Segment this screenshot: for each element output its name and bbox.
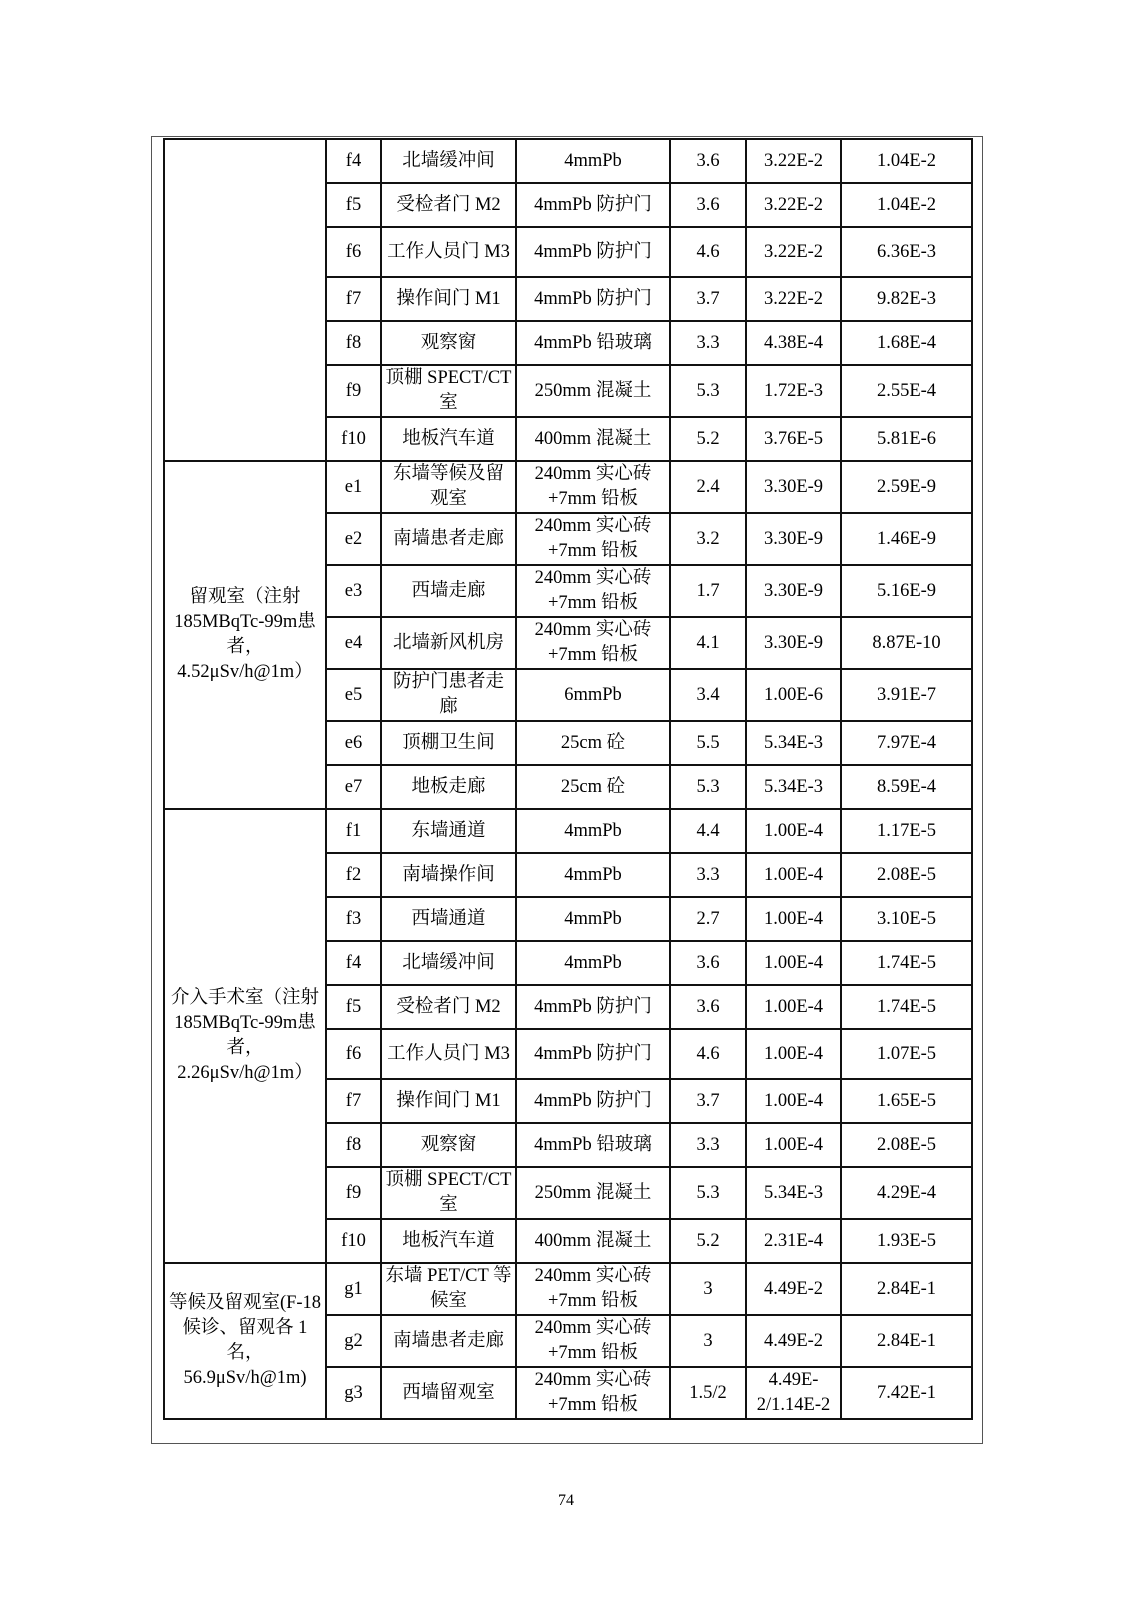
point-id-cell: e1 [326,461,381,513]
dose-cell: 3.91E-7 [841,669,972,721]
group-label-cell: 等候及留观室(F-18 候诊、留观各 1 名，56.9μSv/h@1m) [164,1263,326,1419]
rate-cell: 4.38E-4 [746,321,841,365]
shielding-table [163,138,973,1420]
rate-cell: 5.34E-3 [746,721,841,765]
page-number: 74 [558,1492,574,1509]
distance-cell: 3.6 [670,139,746,183]
location-cell: 南墙患者走廊 [381,1315,516,1367]
rate-cell: 1.00E-4 [746,985,841,1029]
rate-cell: 1.00E-4 [746,897,841,941]
dose-cell: 2.55E-4 [841,365,972,417]
location-cell: 西墙通道 [381,897,516,941]
distance-cell: 3.7 [670,1079,746,1123]
rate-cell: 1.00E-4 [746,1079,841,1123]
dose-cell: 1.65E-5 [841,1079,972,1123]
table-row [164,461,972,513]
shielding-cell: 240mm 实心砖+7mm 铅板 [516,461,670,513]
shielding-cell: 4mmPb [516,941,670,985]
dose-cell: 8.87E-10 [841,617,972,669]
shielding-cell: 4mmPb 防护门 [516,1029,670,1079]
distance-cell: 5.5 [670,721,746,765]
location-cell: 南墙操作间 [381,853,516,897]
location-cell: 观察窗 [381,1123,516,1167]
shielding-cell: 6mmPb [516,669,670,721]
dose-cell: 1.46E-9 [841,513,972,565]
distance-cell: 2.4 [670,461,746,513]
distance-cell: 5.2 [670,1219,746,1263]
shielding-cell: 240mm 实心砖+7mm 铅板 [516,1263,670,1315]
table-row [164,809,972,853]
rate-cell: 3.22E-2 [746,139,841,183]
distance-cell: 5.3 [670,765,746,809]
table-row [164,139,972,183]
point-id-cell: g1 [326,1263,381,1315]
distance-cell: 4.6 [670,1029,746,1079]
shielding-cell: 240mm 实心砖+7mm 铅板 [516,565,670,617]
shielding-cell: 25cm 砼 [516,721,670,765]
distance-cell: 4.6 [670,227,746,277]
rate-cell: 4.49E-2 [746,1263,841,1315]
location-cell: 顶棚 SPECT/CT 室 [381,1167,516,1219]
location-cell: 北墙缓冲间 [381,941,516,985]
location-cell: 观察窗 [381,321,516,365]
dose-cell: 5.81E-6 [841,417,972,461]
rate-cell: 5.34E-3 [746,1167,841,1219]
dose-cell: 9.82E-3 [841,277,972,321]
distance-cell: 4.1 [670,617,746,669]
location-cell: 受检者门 M2 [381,985,516,1029]
shielding-cell: 4mmPb 铅玻璃 [516,1123,670,1167]
point-id-cell: f6 [326,227,381,277]
location-cell: 操作间门 M1 [381,277,516,321]
rate-cell: 1.00E-4 [746,853,841,897]
shielding-cell: 4mmPb 防护门 [516,227,670,277]
point-id-cell: e4 [326,617,381,669]
rate-cell: 1.00E-4 [746,1123,841,1167]
distance-cell: 2.7 [670,897,746,941]
dose-cell: 4.29E-4 [841,1167,972,1219]
rate-cell: 1.00E-6 [746,669,841,721]
rate-cell: 1.00E-4 [746,809,841,853]
shielding-cell: 4mmPb 铅玻璃 [516,321,670,365]
shielding-cell: 250mm 混凝土 [516,1167,670,1219]
shielding-cell: 250mm 混凝土 [516,365,670,417]
location-cell: 地板汽车道 [381,1219,516,1263]
location-cell: 工作人员门 M3 [381,227,516,277]
table-row [164,1263,972,1315]
point-id-cell: f3 [326,897,381,941]
location-cell: 东墙等候及留观室 [381,461,516,513]
shielding-cell: 4mmPb [516,853,670,897]
rate-cell: 5.34E-3 [746,765,841,809]
distance-cell: 3.6 [670,941,746,985]
rate-cell: 4.49E-2/1.14E-2 [746,1367,841,1419]
dose-cell: 1.04E-2 [841,139,972,183]
rate-cell: 3.22E-2 [746,277,841,321]
dose-cell: 1.68E-4 [841,321,972,365]
point-id-cell: f9 [326,1167,381,1219]
point-id-cell: e2 [326,513,381,565]
dose-cell: 1.74E-5 [841,941,972,985]
dose-cell: 3.10E-5 [841,897,972,941]
point-id-cell: f7 [326,1079,381,1123]
shielding-cell: 4mmPb [516,897,670,941]
distance-cell: 1.7 [670,565,746,617]
rate-cell: 1.00E-4 [746,941,841,985]
dose-cell: 2.59E-9 [841,461,972,513]
group-label-cell [164,139,326,461]
distance-cell: 5.3 [670,1167,746,1219]
shielding-cell: 4mmPb [516,809,670,853]
rate-cell: 2.31E-4 [746,1219,841,1263]
point-id-cell: f2 [326,853,381,897]
distance-cell: 3 [670,1263,746,1315]
distance-cell: 3.6 [670,985,746,1029]
location-cell: 顶棚卫生间 [381,721,516,765]
distance-cell: 3.3 [670,1123,746,1167]
distance-cell: 3.3 [670,321,746,365]
distance-cell: 3.2 [670,513,746,565]
dose-cell: 1.04E-2 [841,183,972,227]
shielding-cell: 240mm 实心砖+7mm 铅板 [516,513,670,565]
distance-cell: 3.3 [670,853,746,897]
distance-cell: 3.4 [670,669,746,721]
location-cell: 操作间门 M1 [381,1079,516,1123]
location-cell: 地板汽车道 [381,417,516,461]
point-id-cell: e6 [326,721,381,765]
distance-cell: 1.5/2 [670,1367,746,1419]
dose-cell: 1.07E-5 [841,1029,972,1079]
point-id-cell: g2 [326,1315,381,1367]
group-label-cell: 留观室（注射185MBqTc-99m患者，4.52μSv/h@1m） [164,461,326,809]
shielding-cell: 4mmPb 防护门 [516,985,670,1029]
point-id-cell: e3 [326,565,381,617]
rate-cell: 3.22E-2 [746,227,841,277]
location-cell: 工作人员门 M3 [381,1029,516,1079]
rate-cell: 3.30E-9 [746,617,841,669]
distance-cell: 3 [670,1315,746,1367]
point-id-cell: e5 [326,669,381,721]
shielding-cell: 240mm 实心砖+7mm 铅板 [516,617,670,669]
point-id-cell: f1 [326,809,381,853]
location-cell: 西墙走廊 [381,565,516,617]
rate-cell: 3.76E-5 [746,417,841,461]
point-id-cell: f4 [326,139,381,183]
dose-cell: 6.36E-3 [841,227,972,277]
point-id-cell: f4 [326,941,381,985]
shielding-cell: 4mmPb 防护门 [516,183,670,227]
shielding-cell: 400mm 混凝土 [516,1219,670,1263]
location-cell: 北墙新风机房 [381,617,516,669]
distance-cell: 3.6 [670,183,746,227]
point-id-cell: f5 [326,985,381,1029]
dose-cell: 7.97E-4 [841,721,972,765]
point-id-cell: f5 [326,183,381,227]
shielding-cell: 240mm 实心砖+7mm 铅板 [516,1367,670,1419]
distance-cell: 3.7 [670,277,746,321]
shielding-cell: 400mm 混凝土 [516,417,670,461]
point-id-cell: g3 [326,1367,381,1419]
dose-cell: 5.16E-9 [841,565,972,617]
dose-cell: 7.42E-1 [841,1367,972,1419]
location-cell: 南墙患者走廊 [381,513,516,565]
dose-cell: 1.93E-5 [841,1219,972,1263]
rate-cell: 3.22E-2 [746,183,841,227]
rate-cell: 3.30E-9 [746,513,841,565]
rate-cell: 4.49E-2 [746,1315,841,1367]
point-id-cell: f8 [326,321,381,365]
distance-cell: 4.4 [670,809,746,853]
dose-cell: 1.17E-5 [841,809,972,853]
distance-cell: 5.3 [670,365,746,417]
rate-cell: 3.30E-9 [746,461,841,513]
point-id-cell: f9 [326,365,381,417]
location-cell: 北墙缓冲间 [381,139,516,183]
dose-cell: 8.59E-4 [841,765,972,809]
dose-cell: 2.08E-5 [841,853,972,897]
point-id-cell: f8 [326,1123,381,1167]
shielding-cell: 4mmPb 防护门 [516,1079,670,1123]
dose-cell: 1.74E-5 [841,985,972,1029]
shielding-cell: 240mm 实心砖+7mm 铅板 [516,1315,670,1367]
table-body [164,139,972,1419]
shielding-cell: 4mmPb [516,139,670,183]
point-id-cell: f7 [326,277,381,321]
rate-cell: 1.72E-3 [746,365,841,417]
location-cell: 东墙 PET/CT 等候室 [381,1263,516,1315]
dose-cell: 2.08E-5 [841,1123,972,1167]
point-id-cell: f10 [326,417,381,461]
location-cell: 地板走廊 [381,765,516,809]
rate-cell: 1.00E-4 [746,1029,841,1079]
rate-cell: 3.30E-9 [746,565,841,617]
distance-cell: 5.2 [670,417,746,461]
point-id-cell: f10 [326,1219,381,1263]
point-id-cell: e7 [326,765,381,809]
shielding-cell: 4mmPb 防护门 [516,277,670,321]
dose-cell: 2.84E-1 [841,1263,972,1315]
group-label-cell: 介入手术室（注射185MBqTc-99m患者，2.26μSv/h@1m） [164,809,326,1263]
point-id-cell: f6 [326,1029,381,1079]
dose-cell: 2.84E-1 [841,1315,972,1367]
location-cell: 东墙通道 [381,809,516,853]
location-cell: 西墙留观室 [381,1367,516,1419]
location-cell: 防护门患者走廊 [381,669,516,721]
location-cell: 受检者门 M2 [381,183,516,227]
shielding-cell: 25cm 砼 [516,765,670,809]
location-cell: 顶棚 SPECT/CT 室 [381,365,516,417]
